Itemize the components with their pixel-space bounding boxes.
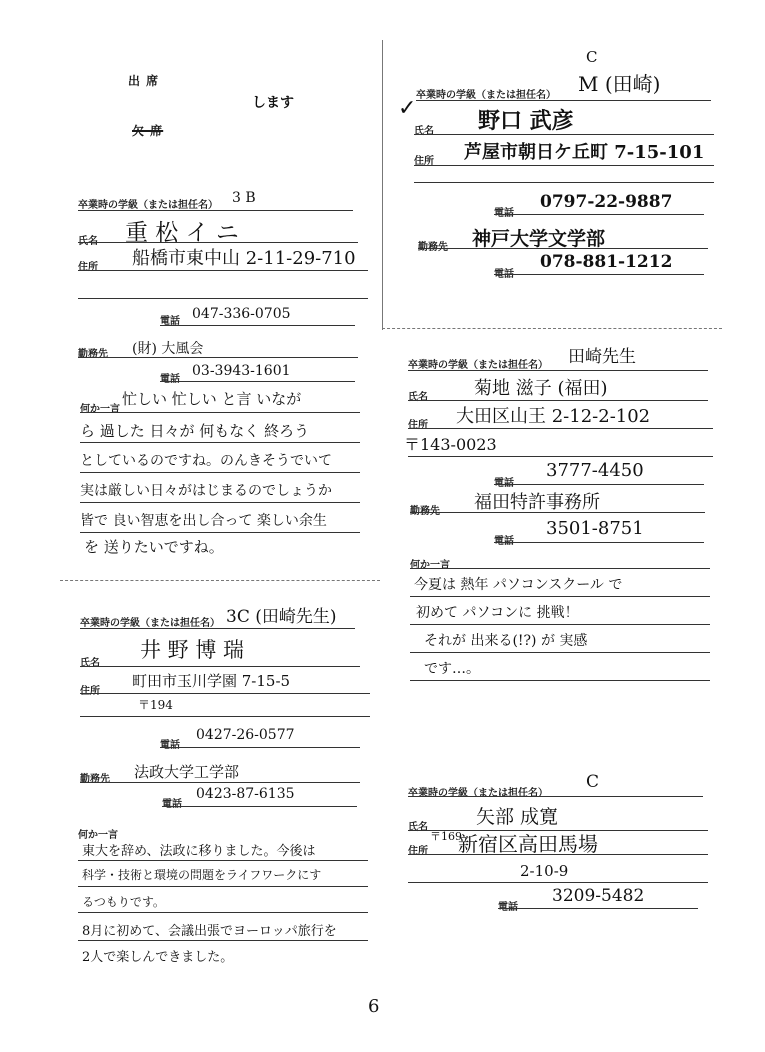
address-value: 町田市玉川学園 7-15-5 (132, 672, 291, 690)
rule (408, 400, 708, 401)
class-value: 3 B (232, 190, 256, 206)
class-label: 卒業時の学級（または担任名） (416, 90, 556, 101)
work-label: 勤務先 (410, 506, 440, 517)
comment-line: るつもりです。 (82, 895, 165, 909)
work-phone-value: 03-3943-1601 (192, 363, 291, 379)
check-mark: ✓ (398, 96, 417, 121)
rule (410, 680, 710, 681)
attend-label: 出 席 (128, 74, 160, 88)
address-label: 住所 (408, 846, 428, 857)
class-value: M (田崎) (578, 72, 661, 96)
work-phone-value: 0423-87-6135 (196, 786, 295, 802)
comment-line: 今夏は 熱年 パソコンスクール で (414, 577, 623, 593)
address-label: 住所 (408, 420, 428, 431)
rule (78, 912, 368, 913)
rule (408, 796, 703, 797)
rule (80, 693, 370, 694)
phone-value: 3777-4450 (546, 460, 644, 481)
phone-value: 0427-26-0577 (196, 727, 295, 743)
rule (494, 214, 704, 215)
rule (78, 298, 368, 299)
postal-value: 〒169 (430, 830, 462, 843)
class-value: 3C (田崎先生) (226, 607, 337, 627)
work-phone-value: 078-881-1212 (540, 252, 673, 272)
comment-line: 東大を辞め、法政に移りました。今後は (82, 844, 316, 859)
phone-value: 047-336-0705 (192, 306, 291, 322)
work-phone-label: 電話 (494, 536, 514, 547)
postal-value: 〒143-0023 (404, 435, 497, 454)
comment-line: 8月に初めて、会議出張でヨーロッパ旅行を (82, 924, 337, 939)
class-mark: C (586, 48, 598, 66)
class-label: 卒業時の学級（または担任名） (80, 618, 220, 629)
phone-label: 電話 (494, 208, 514, 219)
rule (78, 357, 358, 358)
comment-label: 何か一言 (78, 830, 118, 841)
rule (410, 568, 710, 569)
rule (410, 512, 705, 513)
rule (78, 210, 353, 211)
comment-line: です…。 (424, 661, 480, 677)
rule (80, 412, 360, 413)
comment-line: ら 過した 日々が 何もなく 終ろう (80, 422, 310, 440)
class-label: 卒業時の学級（または担任名） (408, 360, 548, 371)
work-label: 勤務先 (418, 242, 448, 253)
rule (408, 370, 708, 371)
comment-line: それが 出来る(!?) が 実感 (424, 633, 588, 649)
rule (80, 628, 355, 629)
work-value: 法政大学工学部 (134, 763, 240, 781)
absent-label: 欠 席 (132, 124, 164, 138)
rule (410, 652, 710, 653)
phone-label: 電話 (498, 902, 518, 913)
class-value: C (586, 772, 600, 792)
rule (408, 882, 708, 883)
rule (410, 596, 710, 597)
rule (418, 248, 708, 249)
comment-line: を 送りたいですね。 (84, 538, 224, 556)
comment-line: 忙しい 忙しい と言 いなが (122, 390, 302, 408)
rule (80, 666, 360, 667)
rule (494, 484, 704, 485)
class-label: 卒業時の学級（または担任名） (78, 200, 218, 211)
rule (408, 854, 708, 855)
work-label: 勤務先 (80, 774, 110, 785)
work-phone-label: 電話 (494, 269, 514, 280)
rule (160, 747, 360, 748)
rule (80, 716, 370, 717)
rule (408, 428, 713, 429)
rule (160, 381, 355, 382)
phone-value: 3209-5482 (552, 886, 645, 906)
rule (78, 242, 358, 243)
rule (494, 542, 704, 543)
name-label: 氏名 (414, 126, 434, 137)
work-label: 勤務先 (78, 349, 108, 360)
work-phone-label: 電話 (160, 374, 180, 385)
address-label: 住所 (78, 262, 98, 273)
rule (160, 325, 355, 326)
name-value: 重 松 イ ニ (125, 220, 239, 246)
rule (414, 134, 714, 135)
comment-line: 2人で楽しんできました。 (82, 950, 234, 965)
phone-label: 電話 (494, 478, 514, 489)
address-value: 船橋市東中山 2-11-29-710 (132, 248, 356, 269)
rule (78, 860, 368, 861)
work-value: 福田特許事務所 (474, 492, 600, 513)
rule (80, 502, 360, 503)
comment-line: 皆で 良い智恵を出し合って 楽しい余生 (80, 513, 327, 529)
address-value: 新宿区高田馬場 (458, 832, 598, 856)
phone-value: 0797-22-9887 (540, 192, 673, 212)
comment-line: 科学・技術と環境の問題をライフワークにす (82, 868, 322, 882)
page-number: 6 (368, 996, 380, 1017)
class-value: 田崎先生 (568, 347, 636, 367)
work-value: (財) 大風会 (132, 341, 204, 357)
rule (494, 274, 704, 275)
address-line-2: 2-10-9 (520, 862, 569, 880)
fold-line-left (60, 580, 380, 581)
rule (408, 456, 713, 457)
comment-line: としているのですね。のんきそうでいて (80, 453, 332, 469)
comment-label: 何か一言 (410, 560, 450, 571)
rule (414, 165, 714, 166)
postal-value: 〒194 (138, 698, 173, 712)
comment-line: 実は厳しい日々がはじまるのでしょうか (80, 483, 332, 499)
phone-label: 電話 (160, 316, 180, 327)
work-phone-label: 電話 (162, 799, 182, 810)
fold-line-right (382, 328, 722, 329)
rule (410, 624, 710, 625)
name-value: 井 野 博 瑞 (140, 638, 245, 662)
rule (78, 270, 368, 271)
comment-label: 何か一言 (80, 404, 120, 415)
work-value: 神戸大学文学部 (472, 228, 606, 250)
rule (80, 532, 360, 533)
address-value: 芦屋市朝日ケ丘町 7-15-101 (464, 142, 705, 163)
name-label: 氏名 (408, 392, 428, 403)
name-label: 氏名 (80, 658, 100, 669)
rule (78, 940, 368, 941)
rule (80, 442, 360, 443)
address-label: 住所 (80, 686, 100, 697)
class-label: 卒業時の学級（または担任名） (408, 788, 548, 799)
name-value: 野口 武彦 (478, 108, 574, 134)
rule (414, 182, 714, 183)
phone-label: 電話 (160, 740, 180, 751)
rule (498, 908, 698, 909)
comment-line: 初めて パソコンに 挑戦！ (416, 605, 579, 621)
rule (78, 886, 368, 887)
rule (80, 472, 360, 473)
column-divider-top (382, 40, 383, 330)
rule (416, 100, 711, 101)
address-value: 大田区山王 2-12-2-102 (456, 406, 651, 427)
rule (162, 806, 357, 807)
shimasu-label: します (252, 95, 294, 111)
name-value: 菊地 滋子 (福田) (474, 378, 608, 399)
name-label: 氏名 (78, 236, 98, 247)
name-label: 氏名 (408, 822, 428, 833)
work-phone-value: 3501-8751 (546, 518, 644, 539)
name-value: 矢部 成寛 (476, 806, 559, 828)
address-label: 住所 (414, 156, 434, 167)
rule (80, 782, 360, 783)
